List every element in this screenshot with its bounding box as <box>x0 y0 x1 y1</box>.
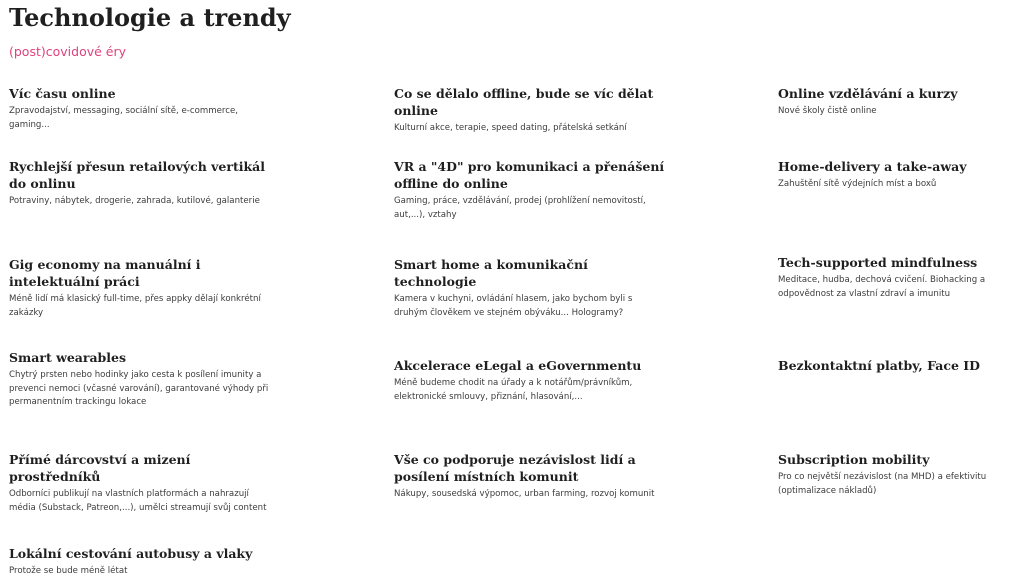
page-title: Technologie a trendy <box>9 3 291 32</box>
trend-item-online-vzdelavani <box>778 85 1018 119</box>
trend-title: VR a "4D" pro komunikaci a přenášení offline do online <box>394 159 665 191</box>
trend-title: Tech-supported mindfulness <box>778 255 978 270</box>
trend-description: Gaming, práce, vzdělávání, prodej (prohlížení nemovitostí, aut,...), vztahy <box>394 196 646 220</box>
trend-description: Chytrý prsten nebo hodinky jako cesta k posílení imunity a prevenci nemoci (včasné varování), garantované výhody při permanentním trackingu lokace <box>9 370 269 407</box>
trend-description: Potraviny, nábytek, drogerie, zahrada, kutilové, galanterie <box>9 196 260 206</box>
trend-item-smart-wearables <box>9 349 274 410</box>
trend-item-independence <box>394 451 666 502</box>
trend-description: Odborníci publikují na vlastních platformách a nahrazují média (Substack, Patreon,...), umělci streamují svůj content <box>9 489 267 513</box>
trend-title: Subscription mobility <box>778 452 930 467</box>
trend-description: Kulturní akce, terapie, speed dating, přátelská setkání <box>394 123 627 133</box>
trend-description: Nové školy čistě online <box>778 106 877 116</box>
trend-title: Bezkontaktní platby, Face ID <box>778 358 980 373</box>
trend-description: Meditace, hudba, dechová cvičení. Biohacking a odpovědnost za vlastní zdraví a imunitu <box>778 275 986 299</box>
trend-title: Vše co podporuje nezávislost lidí a posílení místních komunit <box>394 452 636 484</box>
trend-title: Online vzdělávání a kurzy <box>778 86 958 101</box>
trend-title: Gig economy na manuální i intelektuální práci <box>9 257 201 289</box>
trend-title: Co se dělalo offline, bude se víc dělat online <box>394 86 654 118</box>
trend-item-mindfulness <box>778 254 1018 301</box>
trend-item-contactless <box>778 357 1018 374</box>
trend-title: Lokální cestování autobusy a vlaky <box>9 546 253 561</box>
trend-item-gig-economy <box>9 256 274 320</box>
trend-item-retail <box>9 158 274 209</box>
trend-description: Kamera v kuchyni, ovládání hlasem, jako bychom byli s druhým člověkem ve stejném obýváku... Hologramy? <box>394 294 633 318</box>
trend-item-subscription-mobility <box>778 451 1018 498</box>
trend-title: Smart wearables <box>9 350 127 365</box>
trend-title: Home-delivery a take-away <box>778 159 967 174</box>
page-subtitle: (post)covidové éry <box>9 44 127 59</box>
trend-description: Zahuštění sítě výdejních míst a boxů <box>778 179 937 189</box>
trend-description: Nákupy, sousedská výpomoc, urban farming, rozvoj komunit <box>394 489 655 499</box>
trend-description: Méně budeme chodit na úřady a k notářům/právníkům, elektronické smlouvy, přiznání, hlasování,... <box>394 378 633 402</box>
trend-title: Víc času online <box>9 86 116 101</box>
trend-title: Akcelerace eLegal a eGovernmentu <box>394 358 642 373</box>
trend-title: Smart home a komunikační technologie <box>394 257 588 289</box>
trend-description: Zpravodajství, messaging, sociální sítě, e-commerce, gaming... <box>9 106 239 130</box>
trend-description: Pro co největší nezávislost (na MHD) a efektivitu (optimalizace nákladů) <box>778 472 987 496</box>
trend-item-home-delivery <box>778 158 1018 192</box>
trend-description: Méně lidí má klasický full-time, přes appky dělají konkrétní zakázky <box>9 294 261 318</box>
trend-title: Rychlejší přesun retailových vertikál do onlinu <box>9 159 265 191</box>
trend-item-vr-4d <box>394 158 666 222</box>
trend-item-direct-donation <box>9 451 274 515</box>
trend-item-vic-casu-online <box>9 85 274 132</box>
trend-item-offline-online <box>394 85 666 136</box>
trend-item-elegal <box>394 357 666 404</box>
trend-title: Přímé dárcovství a mizení prostředníků <box>9 452 191 484</box>
trend-item-smart-home <box>394 256 666 320</box>
trend-description: Protože se bude méně létat <box>9 566 128 576</box>
trend-item-local-travel <box>9 545 274 579</box>
